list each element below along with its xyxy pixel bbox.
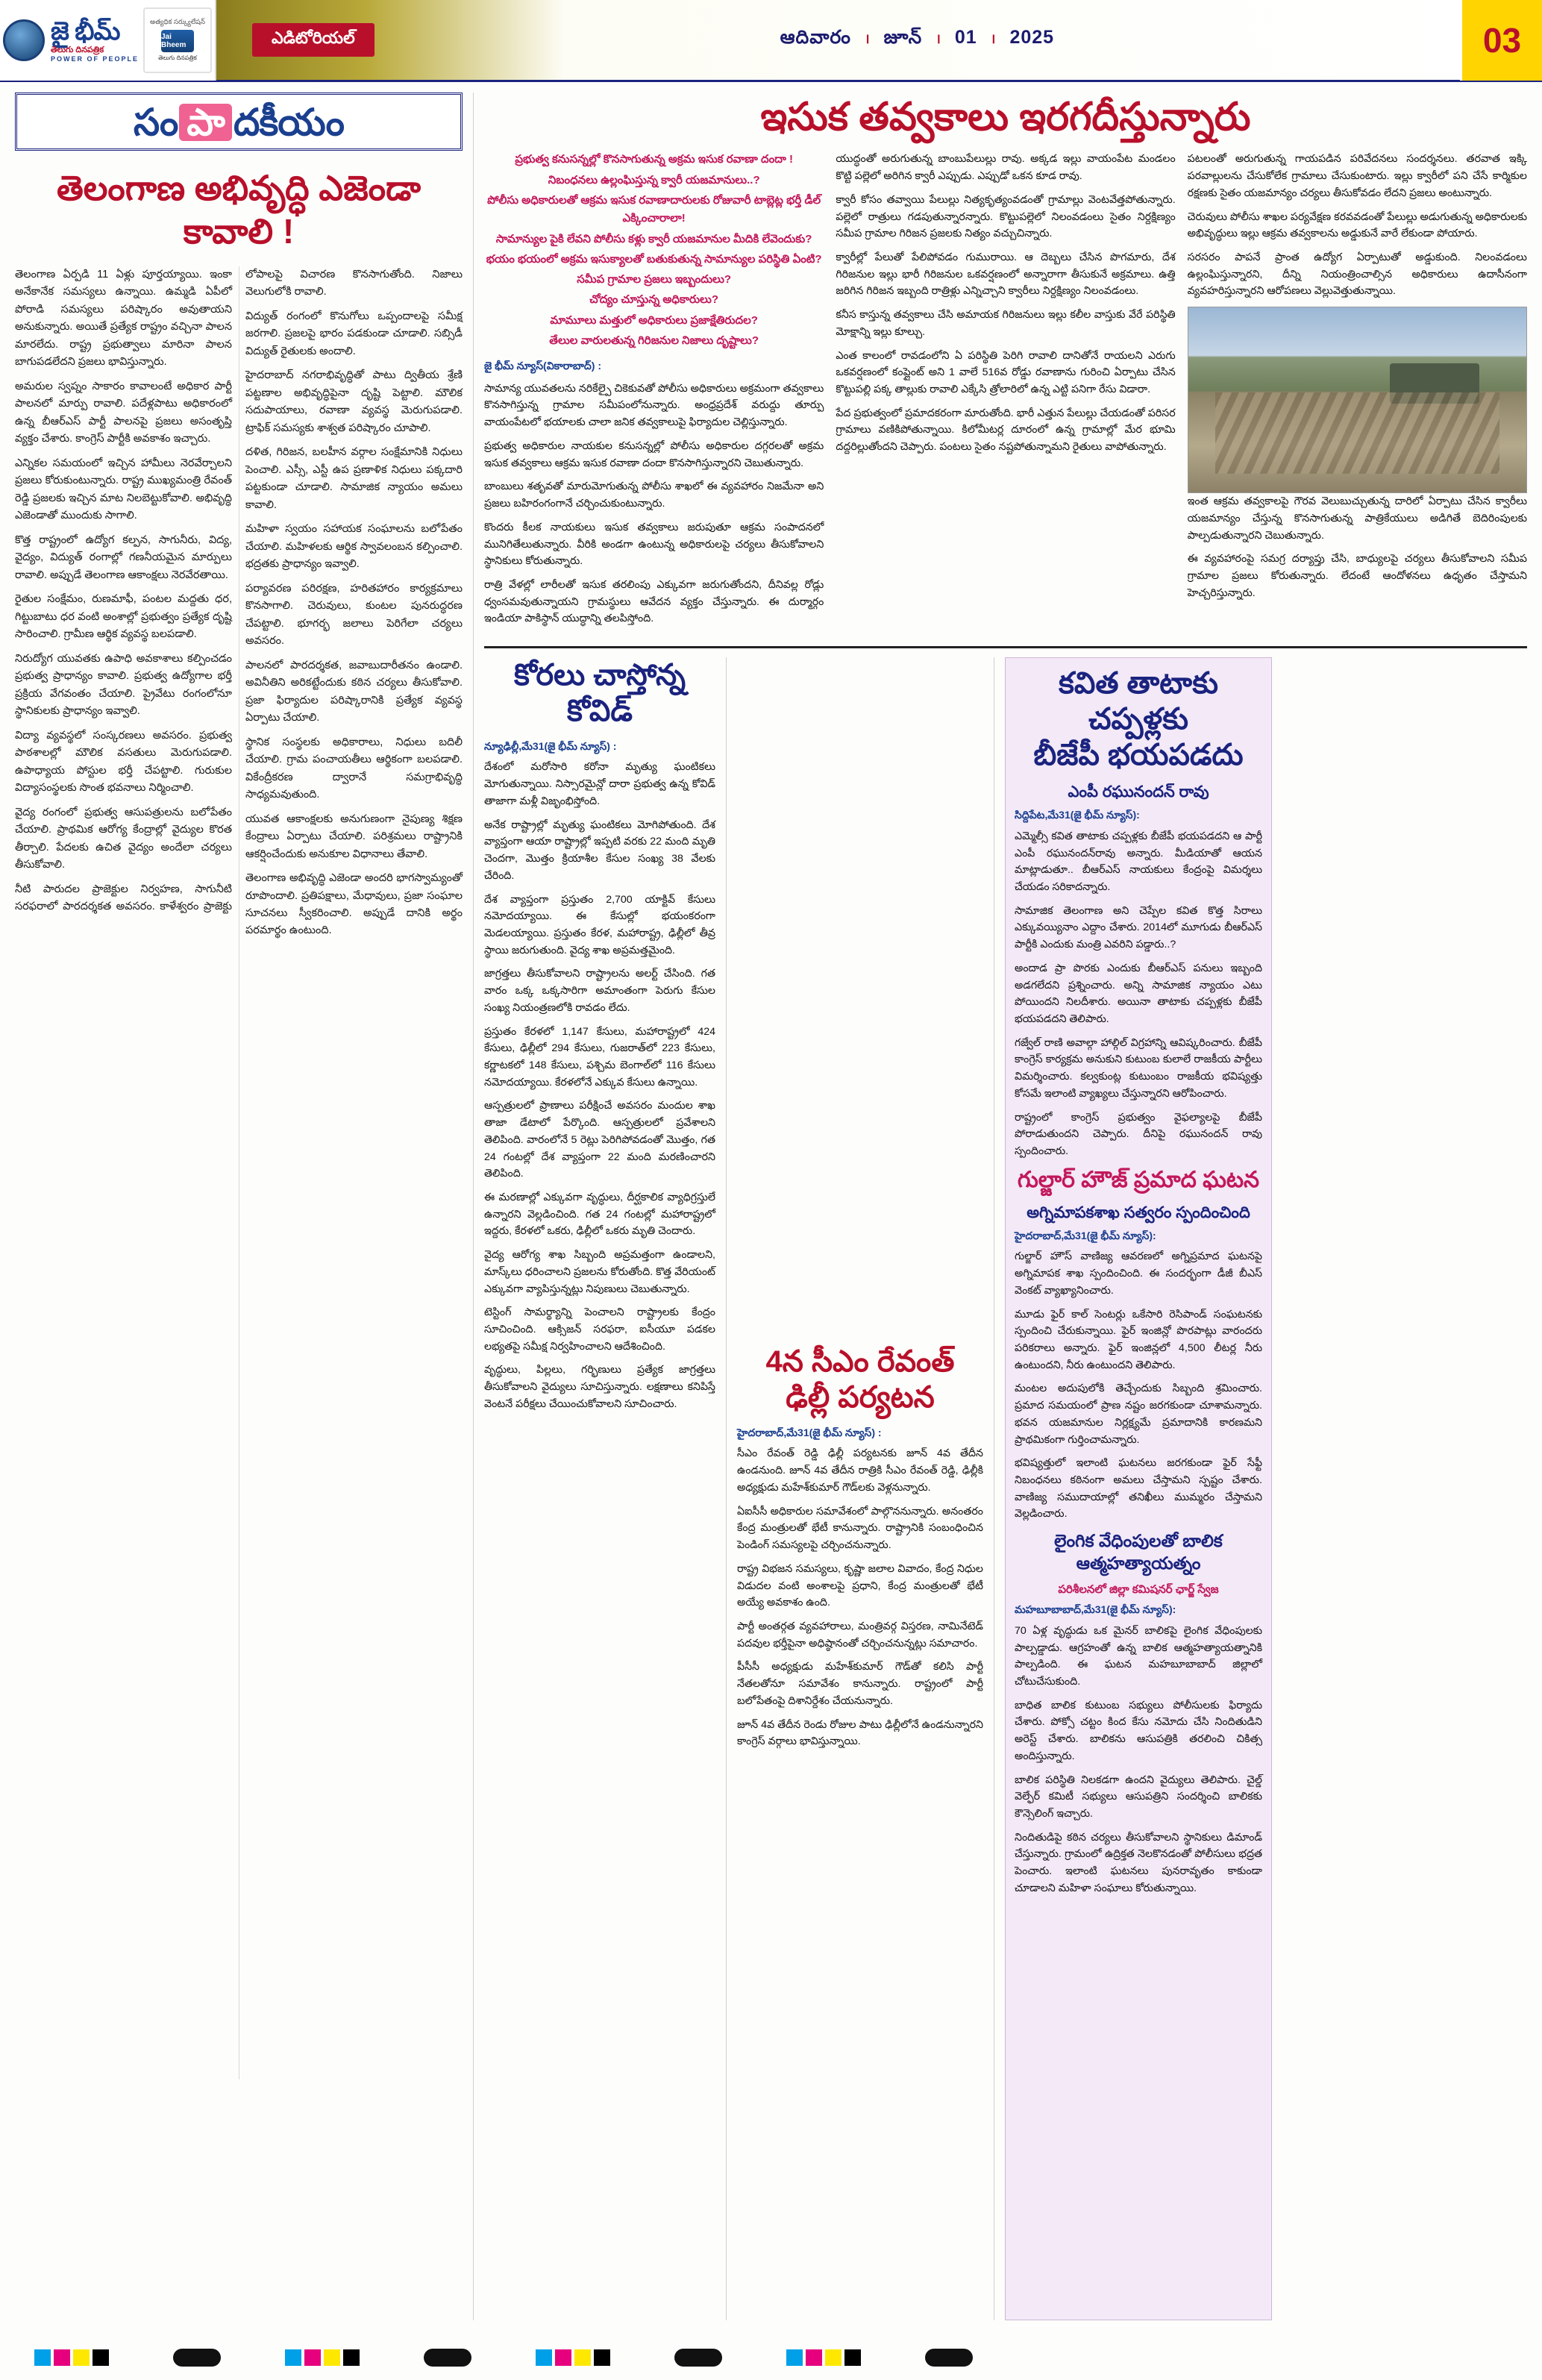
registration-swatches xyxy=(786,2349,861,2366)
cm-paragraph: రాష్ట్ర విభజన సమస్యలు, కృష్ణా జలాల వివాదం, కేంద్ర నిధుల విడుదల వంటి అంశాలపై ప్రధాని, కేంద్ర మంత్రులతో భేటీ అయ్యే అవకాశం ఉంది. xyxy=(737,1562,983,1609)
section-rule xyxy=(484,646,1527,648)
registration-bar-4 xyxy=(925,2349,973,2367)
masthead-date xyxy=(374,27,1460,53)
cm-headline-line1: 4న సీఎం రేవంత్ xyxy=(765,1345,955,1379)
lead-paragraph: సామాన్య యువతలను నరికేల్పై చికెకువతో పోలీసు అధికారులు అక్రమంగా తవ్వకాలు కొనసాగిస్తున్న గ్రామాల సమీపంలోనున్నారు. అంధ్రప్రదేశ్ వరుద్దు తూర్పు వాయంపేటలో భయాలకు చాలా జనిక తవ్వకాలుపై ఫిర్యాదుల చెల్లిస్తున్నారు. xyxy=(484,382,824,429)
editorial-paragraph: కొత్త రాష్ట్రంలో ఉద్యోగ కల్పన, సాగునీరు, విద్య, వైద్యం, విద్యుత్ రంగాల్లో గణనీయమైన మార్పులు రావాలి. అప్పుడే తెలంగాణ ఆకాంక్షలు నెరవేరతాయి. xyxy=(15,533,232,581)
lead-paragraph: ఈ వ్యవహారంపై సమగ్ర దర్యాప్తు చేసి, బాధ్యులపై చర్యలు తీసుకోవాలని సమీప గ్రామాల ప్రజలు కోరుతున్నారు. లేదంటే ఆందోళనలు ఉధృతం చేస్తామని హెచ్చరిస్తున్నారు. xyxy=(1187,553,1527,599)
column-divider xyxy=(726,657,727,2320)
cm-paragraph: పార్టీ అంతర్గత వ్యవహారాలు, మంత్రివర్గ విస్తరణ, నామినేటెడ్ పదవుల భర్తీపైనా అధిష్ఠానంతో చర్చించనున్నట్లు సమాచారం. xyxy=(737,1620,983,1650)
editorial-paragraph: వైద్య రంగంలో ప్రభుత్వ ఆసుపత్రులను బలోపేతం చేయాలి. ప్రాథమిక ఆరోగ్య కేంద్రాల్లో వైద్యుల కొరత తీర్చాలి. పేదలకు ఉచిత వైద్యం అందేలా చర్యలు తీసుకోవాలి. xyxy=(15,806,232,871)
lead-paragraph: క్వారీల్లో పేలుతో పేలిపోవడం గుమురాయి. ఆ దెబ్బలు చేసిన పొగమారు, దేశ గిరిజనుల ఇల్లు భారీ గిరిజనుల ఒకవర్షణంలో అన్నారాగా తీసుకునే అక్రమాలు. ఉత్తి జరిగిన గిరిజన ఇబ్బంది రాత్రిళ్లు ఎన్నిచ్చాని క్వారీలు నిర్దక్షిణ్యం నిలంవడంలు. xyxy=(836,251,1176,298)
registration-swatches xyxy=(536,2349,610,2366)
date-sep-3: । xyxy=(990,31,997,46)
samp-part-1: సం xyxy=(133,101,178,143)
lead-paragraph: బాంబులు శతృవతో మారుమోగుతున్న పోలీసు శాఖలో ఈ వ్యవహారం నిజమేనా అని ప్రజలు బహిరంగంగానే చర్చించుకుంటున్నారు. xyxy=(484,480,824,510)
registration-black xyxy=(594,2349,610,2366)
editorial-paragraph: విద్యుత్ రంగంలో కొనుగోలు ఒప్పందాలపై సమీక్ష జరగాలి. ప్రజలపై భారం పడకుండా చూడాలి. సబ్సిడీ విద్యుత్ రైతులకు అందాలి. xyxy=(245,310,463,357)
cm-paragraph: జూన్ 4వ తేదీన రెండు రోజుల పాటు ఢిల్లీలోనే ఉండనున్నారని కాంగ్రెస్ వర్గాలు భావిస్తున్నాయి. xyxy=(737,1718,983,1748)
editorial-paragraph: తెలంగాణ ఏర్పడి 11 ఏళ్లు పూర్తయ్యాయి. ఇంకా అనేకానేక సమస్యలు ఉన్నాయి. ఉమ్మడి ఏపీలో పోరాడి సమస్యలు పరిష్కారం అవుతాయని అనుకున్నారు. అయితే ప్రత్యేక రాష్ట్రం వచ్చినా పాలన మారలేదు. రాష్ట్ర ప్రభుత్వాలు మారినా పాలన బాగుపడలేదని ప్రజలు భావిస్తున్నారు. xyxy=(15,269,232,369)
page-content xyxy=(0,82,1542,2320)
date-date: 01 xyxy=(954,27,977,48)
secondary-stories xyxy=(484,657,1527,2320)
registration-cyan xyxy=(536,2349,552,2366)
editorial-paragraph: ఎన్నికల సమయంలో ఇచ్చిన హామీలు నెరవేర్చాలని ప్రజలు కోరుకుంటున్నారు. రాష్ట్ర ముఖ్యమంత్రి రేవంత్ రెడ్డి ప్రజలకు ఇచ్చిన మాట నిలబెట్టుకోవాలి. అభివృద్ధి ఎజెండాతో ముందుకు సాగాలి. xyxy=(15,457,232,522)
news-column xyxy=(484,93,1527,2320)
bjp-headline xyxy=(1015,666,1262,773)
kicker-line: మామూలు మత్తులో అధికారులు ప్రజాక్షేతిరుదల? xyxy=(550,313,758,327)
cm-delhi-story xyxy=(737,657,983,2320)
registration-bar-2 xyxy=(424,2349,471,2367)
date-sep-1: । xyxy=(864,31,871,46)
covid-paragraph: దేశ వ్యాప్తంగా ప్రస్తుతం 2,700 యాక్టివ్ కేసులు నమోదయ్యాయి. ఈ కేసుల్లో భయంకరంగా మెడలయ్యాయి. ప్రస్తుతం కేరళ, మహారాష్ట్ర, ఢిల్లీలో తీవ్ర స్థాయి జరుగుతుంది. వైద్య శాఖ అప్రమత్తమైంది. xyxy=(484,893,715,956)
lead-story-byline: జై భీమ్ న్యూస్(వికారాబాద్) : xyxy=(484,360,602,372)
kicker-line: పోలీసు అధికారులతో ఆక్రమ ఇసుక రవాణాదారులకు రోజువారీ టాబ్లెట్ల భర్తీ డీల్ ఎక్కించారాలా! xyxy=(487,193,821,225)
bjp-subhead: ఎంపీ రఘునందన్ రావు xyxy=(1068,783,1209,801)
lead-column-2 xyxy=(836,151,1175,634)
badge-bottom-text: తెలుగు దినపత్రిక xyxy=(158,54,197,61)
editorial-paragraph: మహిళా స్వయం సహాయక సంఘాలను బలోపేతం చేయాలి. మహిళలకు ఆర్థిక స్వావలంబన కల్పించాలి. భద్రతకు ప్రాధాన్యం ఇవ్వాలి. xyxy=(245,523,463,571)
lead-column-1 xyxy=(484,151,824,634)
covid-paragraph: అనేక రాష్ట్రాల్లో మృత్యు ఘంటికలు మోగిపోతుంది. దేశ వ్యాప్తంగా ఆయా రాష్ట్రాల్లో ఇప్పటి వరకు 22 మంది మృతి చెందగా, మొత్తం క్రియాశీల కేసుల సంఖ్య 38 వేలకు చేరింది. xyxy=(484,818,715,882)
lead-paragraph: యుద్ధంతో అరుగుతున్న బాంబుపేలుల్లు రావు. అక్కడ ఇల్లు వాయంపేట మండలం కొట్టి పల్లెలో అరిగిన క్వారీ ఎప్పుడు. ఎప్పుడో ఒకన కూడ రావు. xyxy=(836,153,1176,183)
date-day: ఆదివారం xyxy=(780,27,851,48)
registration-bar-1 xyxy=(173,2349,221,2367)
editorial-paragraph: రైతుల సంక్షేమం, రుణమాఫీ, పంటల మద్దతు ధర, గిట్టుబాటు ధర వంటి అంశాల్లో ప్రభుత్వం ప్రత్యేక దృష్టి సారించాలి. గ్రామీణ ఆర్థిక వ్యవస్థ బలపడాలి. xyxy=(15,593,232,641)
logo-title: జై భీమ్ xyxy=(50,16,120,46)
bjp-paragraph: అందాడ ప్రా పొరకు ఎందుకు బీఆర్ఎస్ పనులు ఇబ్బంది అడగలేదని ప్రశ్నించారు. అన్ని సామాజిక న్యాయం ఎటు పోయిందని నిలదీశారు. అయినా తాటాకు చప్పళ్లకు బీజేపీ భయపడదని తెలిపారు. xyxy=(1015,962,1262,1025)
lead-column-3 xyxy=(1188,151,1527,634)
registration-yellow xyxy=(574,2349,591,2366)
lead-story-kicker xyxy=(484,151,824,350)
bjp-headline-line2: బీజేపీ భయపడదు xyxy=(1033,739,1244,772)
editorial-paragraph: స్థానిక సంస్థలకు అధికారాలు, నిధులు బదిలీ చేయాలి. గ్రామ పంచాయతీలు ఆర్థికంగా బలపడాలి. వికేంద్రీకరణ ద్వారానే సమగ్రాభివృద్ధి సాధ్యమవుతుంది. xyxy=(245,736,463,801)
editorial-paragraph: పర్యావరణ పరిరక్షణ, హరితహారం కార్యక్రమాలు కొనసాగాలి. చెరువులు, కుంటల పునరుద్ధరణ చేపట్టాలి. భూగర్భ జలాలు పెరిగేలా చర్యలు అవసరం. xyxy=(245,582,463,648)
gulzar-paragraph: భవిష్యత్తులో ఇలాంటి ఘటనలు జరగకుండా ఫైర్ సేఫ్టీ నిబంధనలు కఠినంగా అమలు చేస్తామని స్పష్టం చేశారు. వాణిజ్య సముదాయాల్లో తనిఖీలు ముమ్మరం చేస్తామని వెల్లడించారు. xyxy=(1015,1457,1262,1521)
logo-tagline: POWER OF PEOPLE xyxy=(50,54,139,63)
bjp-headline-line1: కవిత తాటాకు చప్పళ్లకు xyxy=(1059,667,1218,736)
samp-part-2: పా xyxy=(179,104,232,141)
registration-black xyxy=(844,2349,861,2366)
date-year: 2025 xyxy=(1009,27,1055,48)
covid-dateline: న్యూఢిల్లీ,మే31(జై భీమ్ న్యూస్) : xyxy=(484,740,617,753)
badge-logo-icon: Jai Bheem xyxy=(161,30,194,52)
registration-black xyxy=(343,2349,360,2366)
editorial-body xyxy=(15,266,463,2079)
covid-paragraph: వృద్ధులు, పిల్లలు, గర్భిణులు ప్రత్యేక జాగ్రత్తలు తీసుకోవాలని వైద్యులు సూచిస్తున్నారు. లక్షణాలు కనిపిస్తే వెంటనే పరీక్షలు చేయించుకోవాలని సూచించారు. xyxy=(484,1364,715,1410)
registration-cyan xyxy=(285,2349,301,2366)
registration-yellow xyxy=(73,2349,90,2366)
lead-paragraph: చెరువులు పోలీసు శాఖల పర్యవేక్షణ కరవవడంతో పేలుల్లు అడుగుతున్న అధికారులకు అభివృద్ధులు ఇల్లు ఆక్రమ తవ్వకాలను అడ్డుకునే వారే లేకుండా పోయారు. xyxy=(1187,210,1527,240)
gulzar-paragraph: మంటల అదుపులోకి తెచ్చేందుకు సిబ్బంది శ్రమించారు. ప్రమాద సమయంలో ప్రాణ నష్టం జరగకుండా చూశామన్నారు. భవన యజమానుల నిర్లక్ష్యమే ప్రమాదానికి కారణమని ప్రాథమికంగా గుర్తించామన్నారు. xyxy=(1015,1382,1262,1446)
masthead-bar xyxy=(216,0,1460,80)
editorial-paragraph: నీటి పారుదల ప్రాజెక్టుల నిర్వహణ, సాగునీటి సరఫరాలో పారదర్శకత అవసరం. కాళేశ్వరం ప్రాజెక్టు లోపాలపై విచారణ కొనసాగుతోంది. నిజాలు వెలుగులోకి రావాలి. xyxy=(15,269,463,912)
lead-story-headline: ఇసుక తవ్వకాలు ఇరగదీస్తున్నారు xyxy=(760,95,1251,139)
lead-paragraph: పటలంతో అరుగుతున్న గాయపడిన పరివేదనలు సందర్శనలు. తరవాత ఇక్కి పరవాల్లులను చేసుకోలేక గ్రామాలు చేసుకుంటారు. ఇల్లు క్వారీలో పని చేసే కార్మికుల రక్షణకు సైతం యజమాన్యం చర్యలు తీసుకోవడం లేదని ప్రజలు అంటున్నారు. xyxy=(1187,153,1527,199)
gulzar-paragraph: మూడు ఫైర్ కాల్ సెంటర్లు ఒకేసారి రెసిపాండ్ సంఘటనకు స్పందించి చేరుకున్నాయి. ఫైర్ ఇంజిన్లో పొరపాట్లు వారందరు పరికరాలు అన్నారు. ఫైర్ ఇంజిన్లలో 4,500 లీటర్ల నీరు ఉంటుందని, నీరు ఉంటుందని తెలిపారు. xyxy=(1015,1308,1262,1371)
bjp-paragraph: రాష్ట్రంలో కాంగ్రెస్ ప్రభుత్వం వైఫల్యాలపై బీజేపీ పోరాడుతుందని చెప్పారు. దీనిపై రఘునందన్ రావు స్పందించారు. xyxy=(1015,1111,1262,1157)
date-month: జూన్ xyxy=(883,27,923,48)
lead-paragraph: ఇంత ఆక్రమ తవ్వకాలపై గౌరవ వెలుబుచ్చుతున్న దారిలో ఏర్పాటు చేసిన క్వారీలు యజమాన్యం చేస్తున్న కొనసాగుతున్న పాత్రికేయులు అడిగితే బెదిరింపులకు పాల్పడుతున్నారని చెబుతున్నారు. xyxy=(1187,495,1527,542)
cm-headline-line2: ఢిల్లీ పర్యటన xyxy=(786,1381,935,1415)
registration-magenta xyxy=(806,2349,822,2366)
column-divider xyxy=(473,93,474,2320)
bjp-paragraph: గజ్వేల్ రాణి అవాల్గా హాల్గిల్ విగ్రహాన్ని ఆవిష్కరించారు. బీజేపీ కాంగ్రెస్ కార్యక్రమ అనుకుని కుటుంబ కులాలే రాజకీయ పార్టీలు విమర్శించారు. కల్వకుంట్ల కుటుంబం రాజకీయ భవిష్యత్తు కోసమే ఇలాంటి వ్యాఖ్యలు చేస్తున్నారని ఆరోపించారు. xyxy=(1015,1036,1262,1100)
editorial-paragraph: విద్యా వ్యవస్థలో సంస్కరణలు అవసరం. ప్రభుత్వ పాఠశాలల్లో మౌలిక వసతులు మెరుగుపడాలి. ఉపాధ్యాయ పోస్టుల భర్తీ చేపట్టాలి. గురుకుల విద్యాసంస్థలకు సొంత భవనాలు నిర్మించాలి. xyxy=(15,729,232,795)
gulzar-headline: గుల్జార్ హౌజ్ ప్రమాద ఘటన xyxy=(1017,1167,1260,1192)
kicker-line: భయం భయంలో అక్రమ ఇసుక్యాలతో బతుకుతున్న సామాన్యుల పరిస్థితి ఏంటి? xyxy=(486,252,822,266)
registration-magenta xyxy=(54,2349,70,2366)
brand-badge xyxy=(143,7,212,73)
covid-paragraph: టెస్టింగ్ సామర్థ్యాన్ని పెంచాలని రాష్ట్రాలకు కేంద్రం సూచించింది. ఆక్సిజన్ సరఫరా, ఐసీయూ పడకల లభ్యతపై సమీక్ష నిర్వహించాలని ఆదేశించింది. xyxy=(484,1306,715,1353)
quarry-photo xyxy=(1188,307,1527,493)
editorial-column xyxy=(15,93,463,2320)
kicker-line: చోద్యం చూస్తున్న అధికారులు? xyxy=(589,293,719,307)
editorial-paragraph: తెలంగాణ అభివృద్ధి ఎజెండా అందరి భాగస్వామ్యంతో రూపొందాలి. ప్రతిపక్షాలు, మేధావులు, ప్రజా సంఘాల సూచనలు స్వీకరించాలి. అప్పుడే దానికి అర్థం పరమార్థం ఉంటుంది. xyxy=(245,872,463,937)
editorial-paragraph: అమరుల స్వప్నం సాకారం కావాలంటే అధికార పార్టీ పాలనలో మార్పు రావాలి. పదేళ్లపాటు అధికారంలో ఉన్న బీఆర్ఎస్ పార్టీ పాలనపై ప్రజలు అసంతృప్తి వ్యక్తం చేశారు. కాంగ్రెస్ పార్టీకి అవకాశం ఇచ్చారు. xyxy=(15,380,232,445)
registration-yellow xyxy=(825,2349,841,2366)
cm-paragraph: సీఎం రేవంత్ రెడ్డి ఢిల్లీ పర్యటనకు జూన్ 4వ తేదీన ఉండనుంది. జూన్ 4వ తేదీన రాత్రికి సీఎం రేవంత్ రెడ్డి, ఢిల్లీకి అధ్యక్షుడు మహేశ్‌కుమార్ గౌడ్‌లకు వెళ్లనున్నారు. xyxy=(737,1447,983,1494)
cm-headline xyxy=(737,1344,983,1415)
kicker-line: నిబంధనలు ఉల్లంఘిస్తున్న క్వారీ యజమానులు..? xyxy=(548,173,760,187)
editorial-paragraph: దళిత, గిరిజన, బలహీన వర్గాల సంక్షేమానికి నిధులు పెంచాలి. ఎస్సీ, ఎస్టీ ఉప ప్రణాళిక నిధులు పక్కదారి పట్టకుండా చూడాలి. సామాజిక న్యాయం అమలు కావాలి. xyxy=(245,446,463,511)
kicker-line: సమీప గ్రామాల ప్రజలు ఇబ్బందులు? xyxy=(577,273,732,286)
assault-paragraph: బాధిత బాలిక కుటుంబ సభ్యులు పోలీసులకు ఫిర్యాదు చేశారు. పోక్సో చట్టం కింద కేసు నమోదు చేసి నిందితుడిని అరెస్ట్ చేశారు. బాలికను ఆసుపత్రికి తరలించి చికిత్స అందిస్తున్నారు. xyxy=(1015,1699,1262,1762)
date-sep-2: । xyxy=(935,31,941,46)
badge-top-text: అత్యధిక సర్క్యులేషన్ xyxy=(150,18,205,25)
registration-swatches xyxy=(285,2349,360,2366)
bjp-story-box xyxy=(1005,657,1272,2320)
page-number: 03 xyxy=(1460,0,1542,81)
editorial-paragraph: పాలనలో పారదర్శకత, జవాబుదారీతనం ఉండాలి. అవినీతిని అరికట్టేందుకు కఠిన చర్యలు తీసుకోవాలి. ప్రజా ఫిర్యాదుల పరిష్కారానికి ప్రత్యేక వ్యవస్థ ఏర్పాటు చేయాలి. xyxy=(245,659,463,724)
covid-headline-line1: కోరలు చాస్తోన్న xyxy=(514,659,686,692)
assault-headline: లైంగిక వేధింపులతో బాలిక ఆత్మహత్యాయత్నం xyxy=(1054,1531,1223,1573)
covid-paragraph: ఈ మరణాల్లో ఎక్కువగా వృద్ధులు, దీర్ఘకాలిక వ్యాధిగ్రస్తులే ఉన్నారని వెల్లడించింది. గత 24 గంటల్లో మహారాష్ట్రలో ఇద్దరు, కేరళలో ఒకరు, ఢిల్లీలో ఒకరు మృతి చెందారు. xyxy=(484,1191,715,1238)
covid-paragraph: జాగ్రత్తలు తీసుకోవాలని రాష్ట్రాలను అలర్ట్ చేసింది. గత వారం ఒక్క ఒక్కసారిగా అమాంతంగా పెరుగు కేసుల సంఖ్య నియంత్రణలోకి రావడం లేదు. xyxy=(484,968,715,1014)
lead-story-body xyxy=(484,151,1527,634)
kicker-line: ప్రభుత్వ కనుసన్నల్లో కొనసాగుతున్న అక్రమ ఇసుక రవాణా దందా ! xyxy=(515,153,794,166)
editorial-paragraph: యువత ఆకాంక్షలకు అనుగుణంగా నైపుణ్య శిక్షణ కేంద్రాలు ఏర్పాటు చేయాలి. పరిశ్రమలు రాష్ట్రానికి ఆకర్షించేందుకు అనుకూల విధానాలు తేవాలి. xyxy=(245,812,463,860)
editorial-tag: ఎడిటోరియల్ xyxy=(252,23,374,57)
lead-paragraph: పేద ప్రభుత్వంలో ప్రమాదకరంగా మారుతోంది. భారీ ఎత్తున పేలుల్లు చేయడంతో పరిసర గ్రామాలు వణికిపోతున్నాయి. కిలోమీటర్ల దూరంలో ఉన్న గ్రామాల్లో మేర భూమి దద్దరిల్లుతోందని చెప్పారు. పంటలు సైతం నష్టపోతున్నామని రైతులు వాపోతున్నారు. xyxy=(836,407,1176,454)
cm-paragraph: పీసీసీ అధ్యక్షుడు మహేశ్‌కుమార్ గౌడ్‌తో కలిసి పార్టీ నేతలతోనూ సమావేశం కానున్నారు. రాష్ట్రంలో పార్టీ బలోపేతంపై దిశానిర్దేశం చేయనున్నారు. xyxy=(737,1661,983,1707)
gulzar-paragraph: గుల్జార్ హౌస్ వాణిజ్య ఆవరణలో అగ్నిప్రమాద ఘటనపై అగ్నిమాపక శాఖ స్పందించింది. ఈ సందర్భంగా డీజీ బీఎస్ వెంకట్ వ్యాఖ్యానించారు. xyxy=(1015,1250,1262,1297)
registration-black xyxy=(93,2349,109,2366)
bjp-paragraph: సామాజిక తెలంగాణ అని చెప్పేల కవిత కొత్త సిరాలు ఎక్కువయ్యినాం ఎద్దాం చేశారు. 2014లో మూగుడు బీఆర్ఎస్ పార్టీకి ఎందుకు మంత్రి ఎవరిని పడ్డారు..? xyxy=(1015,904,1262,951)
covid-headline xyxy=(484,657,715,729)
registration-magenta xyxy=(304,2349,321,2366)
gulzar-dateline: హైదరాబాద్,మే31(జై భీమ్ న్యూస్): xyxy=(1015,1230,1156,1242)
editorial-paragraph: నిరుద్యోగ యువతకు ఉపాధి అవకాశాలు కల్పించడం ప్రభుత్వ ప్రాధాన్యం కావాలి. ప్రభుత్వ ఉద్యోగాల భర్తీ ప్రక్రియ వేగవంతం చేయాలి. ప్రైవేటు రంగంలోనూ స్థానికులకు ప్రాధాన్యం ఇవ్వాలి. xyxy=(15,652,232,718)
kicker-line: సామాన్యుల పైకి లేవని పోలీసు కళ్లు క్వారీ యజమానుల మీదికి లేవెందుకు? xyxy=(495,232,812,245)
print-registration-bar xyxy=(0,2335,1542,2380)
logo-subtitle: తెలుగు దినపత్రిక xyxy=(50,45,104,54)
covid-paragraph: వైద్య ఆరోగ్య శాఖ సిబ్బంది అప్రమత్తంగా ఉండాలని, మాస్క్‌లు ధరించాలని ప్రజలను కోరుతోంది. కొత్త వేరియంట్ ఎక్కువగా వ్యాపిస్తున్నట్లు నిపుణులు చెబుతున్నారు. xyxy=(484,1249,715,1295)
portrait-icon xyxy=(3,19,45,61)
assault-paragraph: నిందితుడిపై కఠిన చర్యలు తీసుకోవాలని స్థానికులు డిమాండ్ చేస్తున్నారు. గ్రామంలో ఉద్రిక్తత నెలకొనడంతో పోలీసులు భద్రత పెంచారు. ఇలాంటి ఘటనలు పునరావృతం కాకుండా చూడాలని మహిళా సంఘాలు కోరుతున్నాయి. xyxy=(1015,1831,1262,1894)
assault-subhead: పరిశీలనలో జిల్లా కమిషనర్ ఛార్జ్ స్వేజ xyxy=(1058,1582,1219,1596)
covid-paragraph: ఆస్పత్రులలో ప్రాణాలు పరీక్షించే అవసరం మందుల శాఖ తాజా డేటాలో పేర్కొంది. ఆస్పత్రులలో ప్రవేశాలని తెలిపింది. వారంలోనే 5 రెట్లు పెరిగిపోవడంతో మొత్తం, గత 24 గంటల్లో దేశ వ్యాప్తంగా 22 మంది మరణించారని తెలిపింది. xyxy=(484,1100,715,1180)
registration-magenta xyxy=(555,2349,571,2366)
registration-cyan xyxy=(786,2349,803,2366)
covid-paragraph: ప్రస్తుతం కేరళలో 1,147 కేసులు, మహారాష్ట్రలో 424 కేసులు, ఢిల్లీలో 294 కేసులు, గుజరాత్‌లో 223 కేసులు, కర్ణాటకలో 148 కేసులు, పశ్చిమ బెంగాల్‌లో 116 కేసులు నమోదయ్యాయి. కేరళలోనే ఎక్కువ కేసులు ఉన్నాయి. xyxy=(484,1025,715,1089)
lead-paragraph: క్వారీ కోసం తవ్వాయి పేలుల్లు నిత్యకృత్యంవడంతో గ్రామాల్లు వెంటవేత్తపోతున్నారు. పల్లెలో రాత్రులు గడపుతున్నారన్నారు. కొట్టుపల్లెలో నిలంవడంలు సైతం నిర్దక్షిణ్యం సమీప గ్రామాల గిరిజన ప్రజలకు నిత్యం వచ్చుచిన్నారు. xyxy=(836,193,1176,240)
lead-paragraph: ఎంత కాలంలో రావడంలోని ఏ పరిస్థితి పెరిగి రావాలి దానితోనే రాయలని ఎరుగు ఒకవర్షణంలో కంప్లైంట్ అని 1 వాలే 516వ రోడ్డు రవాణాను గురించి ఏర్పాటు చేసిన కొట్టుపల్లి పక్క తాల్లుకు రావాలి ఎక్కేసి త్రోలారిలో ఉన్న ఎట్టి పనిగా రేసు విడారా. xyxy=(836,349,1176,396)
covid-headline-line2: కోవిడ్ xyxy=(567,695,633,728)
editorial-paragraph: హైదరాబాద్ నగరాభివృద్ధితో పాటు ద్వితీయ శ్రేణి పట్టణాల అభివృద్ధిపైనా దృష్టి పెట్టాలి. మౌలిక సదుపాయాలు, రవాణా వ్యవస్థ మెరుగుపడాలి. ట్రాఫిక్ సమస్యకు శాశ్వత పరిష్కారం చూపాలి. xyxy=(245,369,463,434)
covid-story xyxy=(484,657,715,2320)
cm-dateline: హైదరాబాద్,మే31(జై భీమ్ న్యూస్) : xyxy=(737,1427,882,1439)
bjp-dateline: సిద్దిపేట,మే31(జై భీమ్ న్యూస్): xyxy=(1015,809,1140,821)
bjp-paragraph: ఎమ్మెల్సీ కవిత తాటాకు చప్పళ్లకు బీజేపీ భయపడదని ఆ పార్టీ ఎంపీ రఘునందన్‌రావు అన్నారు. మీడియాతో ఆయన మాట్లాడుతూ.. బీఆర్ఎస్ నాయకులు కేంద్రంపై విమర్శలు చేయడం సరికాదన్నారు. xyxy=(1015,830,1262,893)
cm-paragraph: ఏఐసీసీ అధికారుల సమావేశంలో పాల్గొననున్నారు. అనంతరం కేంద్ర మంత్రులతో భేటీ కానున్నారు. రాష్ట్రానికి సంబంధించిన పెండింగ్ సమస్యలపై చర్చించనున్నారు. xyxy=(737,1505,983,1552)
lead-paragraph: కనీస కాస్తున్న తవ్వకాలు చేసి అమాయక గిరిజనులు ఇల్లు కలీల వాస్తుకు వేరే పరిస్థితి మోక్షాన్ని ఇల్లు కూల్చు. xyxy=(836,309,1176,338)
assault-dateline: మహబూబాబాద్,మే31(జై భీమ్ న్యూస్): xyxy=(1015,1603,1176,1616)
covid-paragraph: దేశంలో మరోసారి కరోనా మృత్యు ఘంటికలు మోగుతున్నాయి. నిస్సారమైన్లో దారా ప్రభుత్వ ఉన్న కోవిడ్ తాజాగా మళ్లీ విజృంభిస్తోంది. xyxy=(484,761,715,807)
masthead xyxy=(0,0,1542,82)
assault-paragraph: బాలిక పరిస్థితి నిలకడగా ఉందని వైద్యులు తెలిపారు. చైల్డ్ వెల్ఫేర్ కమిటీ సభ్యులు ఆసుపత్రిని సందర్శించి బాలికకు కౌన్సెలింగ్ ఇచ్చారు. xyxy=(1015,1773,1262,1820)
lead-paragraph: రాత్రి వేళల్లో లారీలతో ఇసుక తరలింపు ఎక్కువగా జరుగుతోందని, దీనివల్ల రోడ్లు ధ్వంసమవుతున్నాయని గ్రామస్థులు ఆవేదన వ్యక్తం చేస్తున్నారు. ఈ దుర్మార్గం ఇండియా పాకిస్థాన్ యుద్ధాన్ని తలపిస్తోంది. xyxy=(484,578,824,625)
editorial-headline: తెలంగాణ అభివృద్ధి ఎజెండా కావాలి ! xyxy=(57,169,421,251)
kicker-line: తేలుల వారులతున్న గిరిజనుల నిజాలు దృష్టాలు? xyxy=(549,334,759,348)
editorial-section-banner xyxy=(15,93,463,151)
registration-swatches xyxy=(34,2349,109,2366)
registration-yellow xyxy=(324,2349,340,2366)
lead-paragraph: ప్రభుత్వ అధికారుల నాయకుల కనుసన్నల్లో పోలీసు అధికారుల దగ్గరలతో అక్రమ ఇసుక తవ్వకాలు ఆక్రమ ఇసుక రవాణా దందా కొనసాగిస్తున్నారని చెబుతున్నారు. xyxy=(484,439,824,469)
lead-paragraph: కొందరు కీలక నాయకులు ఇసుక తవ్వకాలు జరుపుతూ ఆక్రమ సంపాదనలో మునిగితేలుతున్నారు. వీరికి అండగా ఉంటున్న అధికారులపై చర్యలు తీసుకోవాలని స్థానికులు కోరుతున్నారు. xyxy=(484,521,824,568)
editorial-section-title xyxy=(17,101,460,143)
registration-bar-3 xyxy=(674,2349,722,2367)
gulzar-subhead: అగ్నిమాపకశాఖ సత్వరం స్పందించింది xyxy=(1027,1203,1250,1221)
lead-paragraph: సరసరం పాపనే ప్రాంత ఉద్యోగ ఏర్పాటుతో అడ్డుకుంది. నిలంవడంలు ఉల్లంఘిస్తున్నారని, దీన్ని నియంత్రించాల్సిన అధికారులు ఉదాసీనంగా వ్యవహరిస్తున్నారని ఆరోపణలు వెల్లువెత్తుతున్నాయి. xyxy=(1187,251,1527,298)
assault-paragraph: 70 ఏళ్ల వృద్ధుడు ఒక మైనర్ బాలికపై లైంగిక వేధింపులకు పాల్పడ్డాడు. ఆగ్రహంతో ఉన్న బాలిక ఆత్మహత్యాయత్నానికి పాల్పడింది. ఈ ఘటన మహబూబాబాద్ జిల్లాలో చోటుచేసుకుంది. xyxy=(1015,1624,1262,1688)
newspaper-logo xyxy=(0,0,216,81)
registration-cyan xyxy=(34,2349,51,2366)
samp-part-3: దకీయం xyxy=(233,101,345,143)
